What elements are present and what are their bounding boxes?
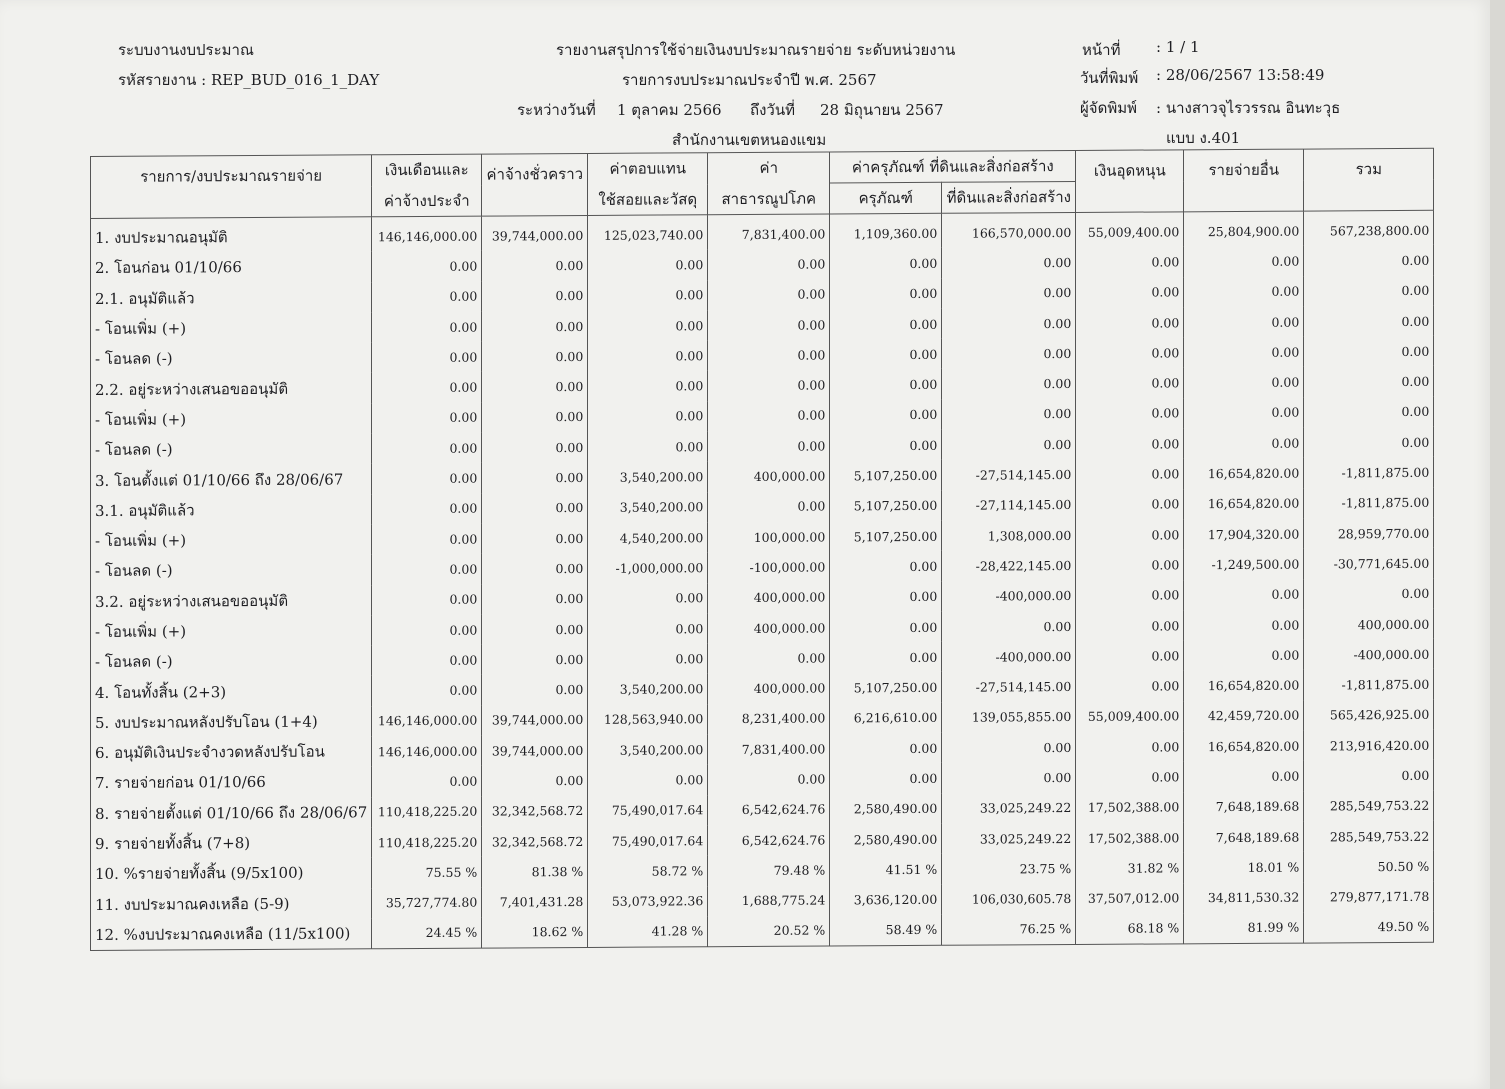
page-value: : 1 / 1 bbox=[1156, 38, 1200, 56]
col-header-total: รวม bbox=[1304, 148, 1434, 211]
table-cell: 0.00 bbox=[1304, 275, 1434, 306]
table-cell: 1,688,775.24 bbox=[708, 885, 830, 916]
table-cell: 0.00 bbox=[830, 642, 942, 673]
table-cell: 3,540,200.00 bbox=[588, 674, 708, 705]
row-label: 10. %รายจ่ายทั้งสิ้น (9/5x100) bbox=[91, 858, 372, 890]
table-cell: 1,308,000.00 bbox=[942, 520, 1076, 551]
table-cell: 53,073,922.36 bbox=[588, 886, 708, 917]
table-cell: 0.00 bbox=[482, 281, 588, 312]
table-cell: 1,109,360.00 bbox=[830, 213, 942, 248]
table-cell: 16,654,820.00 bbox=[1184, 488, 1304, 519]
table-cell: 0.00 bbox=[1076, 307, 1184, 338]
row-label: 9. รายจ่ายทั้งสิ้น (7+8) bbox=[91, 827, 372, 859]
table-cell: 16,654,820.00 bbox=[1184, 458, 1304, 489]
table-cell: 58.49 % bbox=[830, 915, 942, 946]
row-label: - โอนเพิ่ม (+) bbox=[91, 524, 372, 556]
table-cell: 0.00 bbox=[588, 340, 708, 371]
table-cell: 37,507,012.00 bbox=[1076, 883, 1184, 914]
table-cell: 146,146,000.00 bbox=[372, 216, 482, 251]
table-cell: 41.51 % bbox=[830, 854, 942, 885]
table-cell: 0.00 bbox=[372, 433, 482, 464]
table-cell: 0.00 bbox=[1184, 246, 1304, 277]
table-cell: 41.28 % bbox=[588, 916, 708, 948]
table-cell: 110,418,225.20 bbox=[372, 827, 482, 858]
table-cell: 0.00 bbox=[482, 674, 588, 705]
table-cell: 0.00 bbox=[482, 250, 588, 281]
table-cell: 7,648,189.68 bbox=[1184, 791, 1304, 822]
row-label: - โอนลด (-) bbox=[91, 433, 372, 465]
table-cell: 0.00 bbox=[482, 311, 588, 342]
table-cell: 128,563,940.00 bbox=[588, 704, 708, 735]
row-label: 4. โอนทั้งสิ้น (2+3) bbox=[91, 676, 372, 708]
table-cell: 24.45 % bbox=[372, 917, 482, 948]
table-cell: 0.00 bbox=[1184, 337, 1304, 368]
table-cell: 0.00 bbox=[588, 310, 708, 341]
table-cell: 0.00 bbox=[830, 430, 942, 461]
table-cell: -400,000.00 bbox=[1304, 639, 1434, 670]
table-cell: 285,549,753.22 bbox=[1304, 790, 1434, 821]
table-cell: 25,804,900.00 bbox=[1184, 211, 1304, 247]
table-cell: 0.00 bbox=[830, 763, 942, 794]
table-cell: 0.00 bbox=[1076, 762, 1184, 793]
col-header-util-1: ค่า bbox=[708, 152, 830, 184]
row-label: 2.1. อนุมัติแล้ว bbox=[91, 282, 372, 314]
table-cell: 7,831,400.00 bbox=[708, 734, 830, 765]
printer-value: : นางสาวจุไรวรรณ อินทะวุธ bbox=[1156, 99, 1341, 117]
table-cell: 0.00 bbox=[1304, 306, 1434, 337]
table-cell: 0.00 bbox=[708, 340, 830, 371]
row-label: 8. รายจ่ายตั้งแต่ 01/10/66 ถึง 28/06/67 bbox=[91, 797, 372, 829]
table-cell: 0.00 bbox=[482, 341, 588, 372]
table-cell: 125,023,740.00 bbox=[588, 215, 708, 251]
table-cell: 0.00 bbox=[830, 612, 942, 643]
table-cell: 0.00 bbox=[1184, 367, 1304, 398]
table-cell: 81.38 % bbox=[482, 856, 588, 887]
table-cell: 0.00 bbox=[708, 249, 830, 280]
table-cell: 0.00 bbox=[1076, 368, 1184, 399]
page-label: หน้าที่ bbox=[1082, 41, 1121, 59]
row-label: 3. โอนตั้งแต่ 01/10/66 ถึง 28/06/67 bbox=[91, 464, 372, 496]
table-cell: 32,342,568.72 bbox=[482, 796, 588, 827]
col-header-salary-1: เงินเดือนและ bbox=[372, 154, 482, 186]
table-cell: 0.00 bbox=[942, 611, 1076, 642]
row-label: - โอนเพิ่ม (+) bbox=[91, 312, 372, 344]
table-cell: 0.00 bbox=[1304, 760, 1434, 791]
table-cell: 75.55 % bbox=[372, 857, 482, 888]
table-cell: 39,744,000.00 bbox=[482, 705, 588, 736]
row-label: 12. %งบประมาณคงเหลือ (11/5x100) bbox=[91, 918, 372, 951]
row-label: 2. โอนก่อน 01/10/66 bbox=[91, 252, 372, 284]
table-cell: 100,000.00 bbox=[708, 521, 830, 552]
table-cell: 68.18 % bbox=[1076, 913, 1184, 944]
table-cell: 0.00 bbox=[1076, 489, 1184, 520]
table-cell: 0.00 bbox=[372, 372, 482, 403]
table-cell: 0.00 bbox=[588, 431, 708, 462]
table-cell: 0.00 bbox=[1076, 247, 1184, 278]
table-cell: 0.00 bbox=[588, 613, 708, 644]
table-cell: 0.00 bbox=[1076, 398, 1184, 429]
col-header-other: รายจ่ายอื่น bbox=[1184, 149, 1304, 212]
table-cell: 0.00 bbox=[1184, 306, 1304, 337]
table-cell: 0.00 bbox=[1076, 731, 1184, 762]
col-header-remun-1: ค่าตอบแทน bbox=[588, 153, 708, 185]
report-title: รายงานสรุปการใช้จ่ายเงินงบประมาณรายจ่าย ระดับหน่วยงาน bbox=[556, 41, 956, 59]
table-cell: 3,636,120.00 bbox=[830, 884, 942, 915]
table-cell: 33,025,249.22 bbox=[942, 793, 1076, 824]
table-cell: 0.00 bbox=[482, 614, 588, 645]
office-name: สำนักงานเขตหนองแขม bbox=[672, 131, 827, 149]
table-cell: 18.01 % bbox=[1184, 852, 1304, 883]
table-cell: 5,107,250.00 bbox=[830, 672, 942, 703]
table-cell: 0.00 bbox=[372, 311, 482, 342]
table-cell: 58.72 % bbox=[588, 855, 708, 886]
table-cell: 5,107,250.00 bbox=[830, 490, 942, 521]
table-cell: 0.00 bbox=[830, 581, 942, 612]
table-cell: 400,000.00 bbox=[708, 612, 830, 643]
table-cell: 42,459,720.00 bbox=[1184, 700, 1304, 731]
table-cell: 0.00 bbox=[1076, 580, 1184, 611]
table-cell: -28,422,145.00 bbox=[942, 550, 1076, 581]
table-cell: 0.00 bbox=[372, 614, 482, 645]
table-cell: 0.00 bbox=[588, 643, 708, 674]
table-cell: 0.00 bbox=[588, 250, 708, 281]
table-cell: 0.00 bbox=[1076, 640, 1184, 671]
table-cell: 0.00 bbox=[942, 368, 1076, 399]
table-cell: 0.00 bbox=[942, 278, 1076, 309]
table-cell: 5,107,250.00 bbox=[830, 460, 942, 491]
table-cell: 6,216,610.00 bbox=[830, 703, 942, 734]
col-header-subsidy: เงินอุดหนุน bbox=[1076, 150, 1184, 213]
row-label: 3.2. อยู่ระหว่างเสนอขออนุมัติ bbox=[91, 585, 372, 617]
print-date-label: วันที่พิมพ์ bbox=[1080, 69, 1139, 87]
table-cell: 31.82 % bbox=[1076, 853, 1184, 884]
table-cell: 75,490,017.64 bbox=[588, 825, 708, 856]
table-cell: 49.50 % bbox=[1304, 912, 1434, 944]
table-cell: 0.00 bbox=[1184, 609, 1304, 640]
table-cell: 34,811,530.32 bbox=[1184, 882, 1304, 913]
table-cell: 0.00 bbox=[1184, 579, 1304, 610]
table-cell: 0.00 bbox=[1304, 578, 1434, 609]
period-to: 28 มิถุนายน 2567 bbox=[820, 101, 944, 119]
table-cell: -400,000.00 bbox=[942, 581, 1076, 612]
table-cell: 0.00 bbox=[830, 400, 942, 431]
table-cell: 0.00 bbox=[830, 369, 942, 400]
table-cell: 16,654,820.00 bbox=[1184, 670, 1304, 701]
table-cell: -27,514,145.00 bbox=[942, 671, 1076, 702]
table-cell: 567,238,800.00 bbox=[1304, 210, 1434, 246]
table-cell: 0.00 bbox=[372, 251, 482, 282]
period-from-label: ระหว่างวันที่ bbox=[517, 101, 596, 119]
col-header-remun-2: ใช้สอยและวัสดุ bbox=[588, 184, 708, 216]
table-cell: 0.00 bbox=[708, 400, 830, 431]
table-cell: 146,146,000.00 bbox=[372, 705, 482, 736]
table-cell: 0.00 bbox=[1076, 338, 1184, 369]
row-label: 11. งบประมาณคงเหลือ (5-9) bbox=[91, 888, 372, 920]
table-cell: 35,727,774.80 bbox=[372, 887, 482, 918]
table-cell: 285,549,753.22 bbox=[1304, 821, 1434, 852]
row-label: - โอนเพิ่ม (+) bbox=[91, 615, 372, 647]
table-cell: 139,055,855.00 bbox=[942, 702, 1076, 733]
table-cell: 2,580,490.00 bbox=[830, 824, 942, 855]
table-cell: 0.00 bbox=[588, 583, 708, 614]
table-cell: 0.00 bbox=[1304, 397, 1434, 428]
table-cell: 0.00 bbox=[708, 370, 830, 401]
table-cell: 76.25 % bbox=[942, 914, 1076, 946]
table-cell: 0.00 bbox=[1304, 336, 1434, 367]
table-cell: 16,654,820.00 bbox=[1184, 731, 1304, 762]
table-cell: -1,249,500.00 bbox=[1184, 549, 1304, 580]
table-cell: 0.00 bbox=[1304, 427, 1434, 458]
table-cell: 0.00 bbox=[1184, 428, 1304, 459]
table-cell: 0.00 bbox=[482, 402, 588, 433]
table-cell: -27,514,145.00 bbox=[942, 459, 1076, 490]
table-cell: -1,811,875.00 bbox=[1304, 487, 1434, 518]
table-cell: 0.00 bbox=[942, 732, 1076, 763]
table-cell: 166,570,000.00 bbox=[942, 212, 1076, 248]
table-cell: 0.00 bbox=[1076, 550, 1184, 581]
budget-summary-table bbox=[90, 148, 1434, 951]
table-cell: 17,904,320.00 bbox=[1184, 519, 1304, 550]
table-cell: 0.00 bbox=[1184, 761, 1304, 792]
table-cell: 23.75 % bbox=[942, 853, 1076, 884]
period-from: 1 ตุลาคม 2566 bbox=[617, 101, 722, 119]
row-label: - โอนลด (-) bbox=[91, 645, 372, 677]
table-cell: 0.00 bbox=[942, 308, 1076, 339]
table-cell: 400,000.00 bbox=[708, 582, 830, 613]
table-cell: 75,490,017.64 bbox=[588, 795, 708, 826]
table-cell: 20.52 % bbox=[708, 915, 830, 947]
table-cell: 39,744,000.00 bbox=[482, 215, 588, 250]
table-cell: 0.00 bbox=[482, 432, 588, 463]
printer-label: ผู้จัดพิมพ์ bbox=[1080, 99, 1137, 117]
table-cell: 0.00 bbox=[372, 584, 482, 615]
table-cell: 0.00 bbox=[372, 766, 482, 797]
table-cell: 0.00 bbox=[372, 281, 482, 312]
table-cell: -30,771,645.00 bbox=[1304, 548, 1434, 579]
table-cell: 0.00 bbox=[372, 402, 482, 433]
table-cell: -1,811,875.00 bbox=[1304, 457, 1434, 488]
table-cell: 0.00 bbox=[1304, 366, 1434, 397]
table-cell: 6,542,624.76 bbox=[708, 824, 830, 855]
table-cell: 0.00 bbox=[372, 675, 482, 706]
table-cell: 0.00 bbox=[1184, 640, 1304, 671]
table-cell: 565,426,925.00 bbox=[1304, 700, 1434, 731]
table-cell: 0.00 bbox=[942, 762, 1076, 793]
table-cell: 0.00 bbox=[708, 764, 830, 795]
table-cell: 0.00 bbox=[1076, 428, 1184, 459]
col-header-salary-2: ค่าจ้างประจำ bbox=[372, 185, 482, 217]
row-label: 7. รายจ่ายก่อน 01/10/66 bbox=[91, 767, 372, 799]
table-cell: 213,916,420.00 bbox=[1304, 730, 1434, 761]
table-cell: 0.00 bbox=[708, 279, 830, 310]
table-cell: 0.00 bbox=[1184, 276, 1304, 307]
fiscal-year: รายการงบประมาณประจำปี พ.ศ. 2567 bbox=[622, 71, 877, 89]
table-cell: 0.00 bbox=[942, 338, 1076, 369]
table-cell: 8,231,400.00 bbox=[708, 703, 830, 734]
table-cell: 17,502,388.00 bbox=[1076, 792, 1184, 823]
col-header-capital: ค่าครุภัณฑ์ ที่ดินและสิ่งก่อสร้าง bbox=[830, 150, 1076, 183]
table-cell: 0.00 bbox=[588, 371, 708, 402]
table-cell: 50.50 % bbox=[1304, 851, 1434, 882]
table-cell: 0.00 bbox=[482, 462, 588, 493]
table-cell: 4,540,200.00 bbox=[588, 522, 708, 553]
table-cell: 0.00 bbox=[372, 493, 482, 524]
table-cell: 0.00 bbox=[482, 493, 588, 524]
table-cell: 0.00 bbox=[372, 554, 482, 585]
table-cell: 18.62 % bbox=[482, 917, 588, 948]
table-cell: 28,959,770.00 bbox=[1304, 518, 1434, 549]
table-cell: 0.00 bbox=[830, 339, 942, 370]
table-cell: 0.00 bbox=[708, 309, 830, 340]
table-cell: 0.00 bbox=[482, 523, 588, 554]
table-cell: 55,009,400.00 bbox=[1076, 212, 1184, 247]
row-label: 3.1. อนุมัติแล้ว bbox=[91, 494, 372, 526]
table-cell: 0.00 bbox=[372, 463, 482, 494]
table-cell: 0.00 bbox=[708, 491, 830, 522]
table-cell: 0.00 bbox=[482, 553, 588, 584]
table-cell: 0.00 bbox=[1076, 671, 1184, 702]
table-cell: 0.00 bbox=[942, 399, 1076, 430]
row-label: - โอนลด (-) bbox=[91, 342, 372, 374]
table-cell: 2,580,490.00 bbox=[830, 793, 942, 824]
table-cell: 79.48 % bbox=[708, 855, 830, 886]
system-name: ระบบงานงบประมาณ bbox=[118, 41, 254, 59]
table-cell: 0.00 bbox=[942, 247, 1076, 278]
table-cell: 7,648,189.68 bbox=[1184, 822, 1304, 853]
col-header-land: ที่ดินและสิ่งก่อสร้าง bbox=[942, 181, 1076, 213]
table-cell: 0.00 bbox=[588, 765, 708, 796]
table-cell: 3,540,200.00 bbox=[588, 462, 708, 493]
table-cell: 0.00 bbox=[482, 765, 588, 796]
table-cell: 0.00 bbox=[708, 431, 830, 462]
row-label: 2.2. อยู่ระหว่างเสนอขออนุมัติ bbox=[91, 373, 372, 405]
table-cell: -400,000.00 bbox=[942, 641, 1076, 672]
print-date-value: : 28/06/2567 13:58:49 bbox=[1156, 66, 1325, 84]
table-cell: 0.00 bbox=[708, 643, 830, 674]
table-cell: 7,401,431.28 bbox=[482, 886, 588, 917]
table-cell: 400,000.00 bbox=[708, 461, 830, 492]
table-cell: 0.00 bbox=[372, 645, 482, 676]
col-header-util-2: สาธารณูปโภค bbox=[708, 183, 830, 215]
table-cell: -27,114,145.00 bbox=[942, 490, 1076, 521]
table-cell: 7,831,400.00 bbox=[708, 214, 830, 250]
table-cell: 17,502,388.00 bbox=[1076, 822, 1184, 853]
row-label: 5. งบประมาณหลังปรับโอน (1+4) bbox=[91, 706, 372, 738]
table-cell: 0.00 bbox=[830, 733, 942, 764]
table-cell: -1,000,000.00 bbox=[588, 552, 708, 583]
table-cell: 32,342,568.72 bbox=[482, 826, 588, 857]
table-cell: 55,009,400.00 bbox=[1076, 701, 1184, 732]
table-cell: -100,000.00 bbox=[708, 552, 830, 583]
table-cell: 400,000.00 bbox=[708, 673, 830, 704]
table-cell: 0.00 bbox=[588, 401, 708, 432]
table-cell: 0.00 bbox=[1076, 610, 1184, 641]
table-cell: 0.00 bbox=[830, 278, 942, 309]
col-header-equipment: ครุภัณฑ์ bbox=[830, 182, 942, 214]
table-cell: 0.00 bbox=[1304, 245, 1434, 276]
table-cell: -1,811,875.00 bbox=[1304, 669, 1434, 700]
col-header-item: รายการ/งบประมาณรายจ่าย bbox=[91, 155, 372, 219]
form-code: แบบ ง.401 bbox=[1166, 129, 1241, 147]
table-cell: 5,107,250.00 bbox=[830, 521, 942, 552]
table-cell: 0.00 bbox=[372, 342, 482, 373]
table-cell: 400,000.00 bbox=[1304, 609, 1434, 640]
table-cell: 0.00 bbox=[942, 429, 1076, 460]
table-cell: 0.00 bbox=[830, 551, 942, 582]
table-cell: 0.00 bbox=[830, 248, 942, 279]
table-cell: 6,542,624.76 bbox=[708, 794, 830, 825]
table-cell: 3,540,200.00 bbox=[588, 492, 708, 523]
table-cell: 33,025,249.22 bbox=[942, 823, 1076, 854]
table-cell: 0.00 bbox=[482, 371, 588, 402]
table-cell: 0.00 bbox=[1076, 519, 1184, 550]
table-cell: 0.00 bbox=[482, 644, 588, 675]
table-cell: 0.00 bbox=[588, 280, 708, 311]
table-cell: 39,744,000.00 bbox=[482, 735, 588, 766]
table-cell: 279,877,171.78 bbox=[1304, 881, 1434, 912]
row-label: 1. งบประมาณอนุมัติ bbox=[91, 217, 372, 254]
table-cell: 0.00 bbox=[482, 584, 588, 615]
table-cell: 0.00 bbox=[372, 524, 482, 555]
table-cell: 81.99 % bbox=[1184, 912, 1304, 944]
table-cell: 0.00 bbox=[1076, 459, 1184, 490]
table-cell: 110,418,225.20 bbox=[372, 796, 482, 827]
table-cell: 0.00 bbox=[1184, 397, 1304, 428]
period-to-label: ถึงวันที่ bbox=[750, 101, 795, 119]
row-label: 6. อนุมัติเงินประจำงวดหลังปรับโอน bbox=[91, 736, 372, 768]
table-cell: 0.00 bbox=[1076, 277, 1184, 308]
col-header-temp-wage: ค่าจ้างชั่วคราว bbox=[482, 153, 588, 216]
table-cell: 3,540,200.00 bbox=[588, 734, 708, 765]
report-code: รหัสรายงาน : REP_BUD_016_1_DAY bbox=[118, 71, 380, 89]
table-cell: 146,146,000.00 bbox=[372, 736, 482, 767]
table-cell: 106,030,605.78 bbox=[942, 884, 1076, 915]
row-label: - โอนเพิ่ม (+) bbox=[91, 403, 372, 435]
table-cell: 0.00 bbox=[830, 309, 942, 340]
row-label: - โอนลด (-) bbox=[91, 555, 372, 587]
